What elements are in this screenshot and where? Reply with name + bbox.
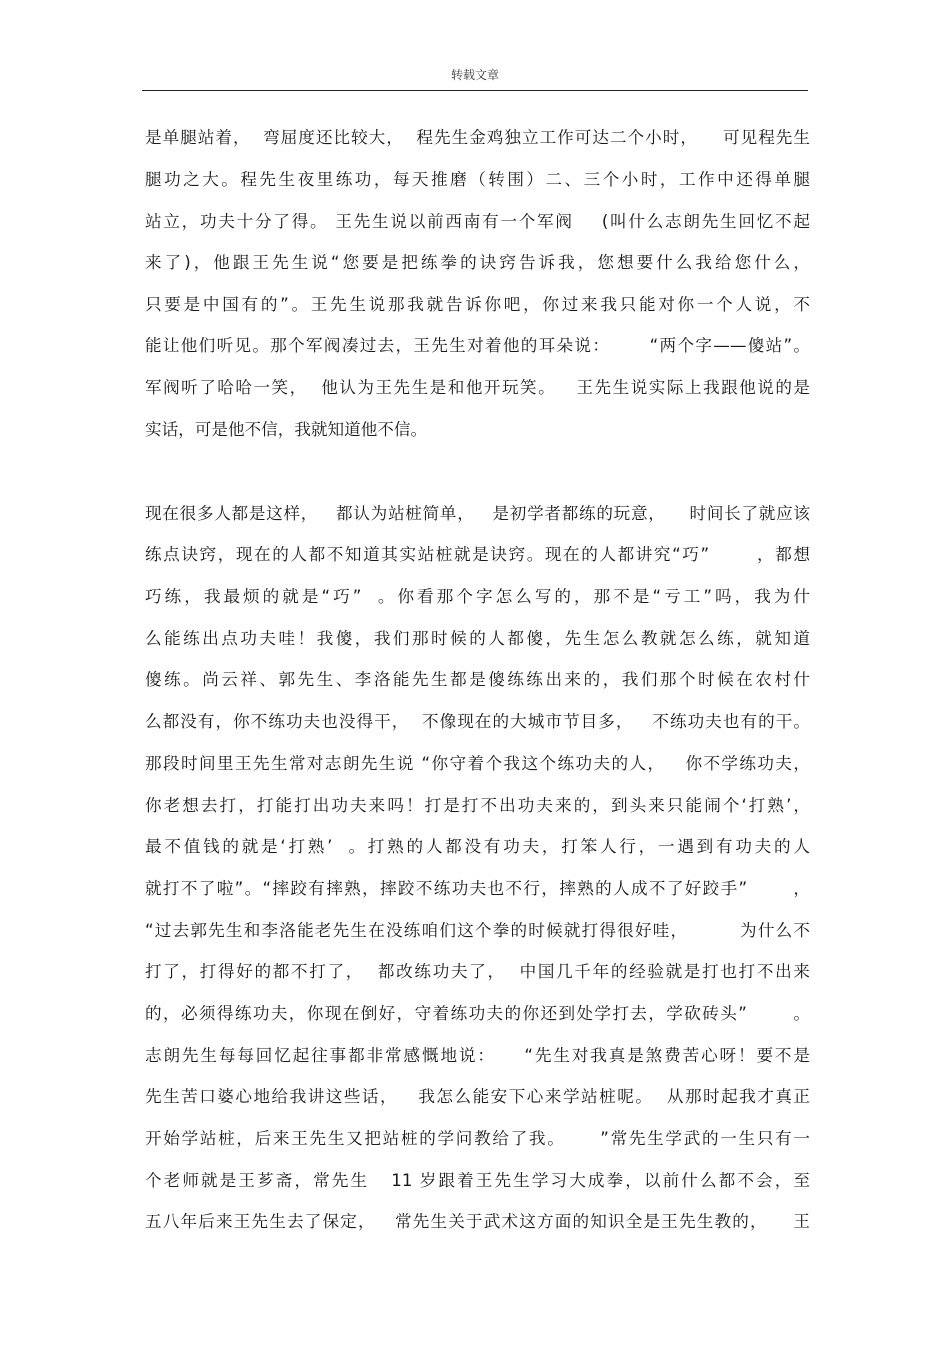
text-line: 的，必须得练功夫，你现在倒好，守着练功夫的你还到处学打去，学砍砖头” 。: [145, 1004, 810, 1023]
header-rule: [142, 90, 808, 91]
text-line: 个老师就是王芗斋，常先生 11 岁跟着王先生学习大成拳，以前什么都不会，至: [145, 1171, 810, 1190]
text-line: 实话，可是他不信，我就知道他不信。: [145, 420, 428, 439]
text-line: 巧练，我最烦的就是“巧” 。你看那个字怎么写的，那不是“亏工”吗，我为什: [145, 587, 810, 606]
text-line: 来了)，他跟王先生说“您要是把练拳的诀窍告诉我，您想要什么我给您什么，: [145, 253, 810, 272]
text-line: 军阀听了哈哈一笑， 他认为王先生是和他开玩笑。 王先生说实际上我跟他说的是: [145, 378, 810, 397]
text-line: 么能练出点功夫哇！我傻，我们那时候的人都傻，先生怎么教就怎么练，就知道: [145, 629, 810, 648]
text-line: 么都没有，你不练功夫也没得干， 不像现在的大城市节目多， 不练功夫也有的干。: [145, 712, 810, 731]
text-line: 就打不了啦”。“摔跤有摔熟，摔跤不练功夫也不行，摔熟的人成不了好跤手” ，: [145, 879, 810, 898]
text-line: 最不值钱的就是‘打熟’ 。打熟的人都没有功夫，打笨人行，一遇到有功夫的人: [145, 837, 810, 856]
text-line: 腿功之大。程先生夜里练功，每天推磨（转围）二、三个小时，工作中还得单腿: [145, 170, 810, 189]
text-line: 志朗先生每每回忆起往事都非常感慨地说： “先生对我真是煞费苦心呀！要不是: [145, 1046, 810, 1065]
text-line: 能让他们听见。那个军阀凑过去，王先生对着他的耳朵说： “两个字——傻站”。: [145, 336, 810, 355]
text-line: 是单腿站着， 弯屈度还比较大， 程先生金鸡独立工作可达二个小时， 可见程先生: [145, 128, 810, 147]
text-line: 练点诀窍，现在的人都不知道其实站桩就是诀窍。现在的人都讲究“巧” ，都想: [145, 545, 810, 564]
text-line: 傻练。尚云祥、郭先生、李洛能先生都是傻练练出来的，我们那个时候在农村什: [145, 670, 810, 689]
text-line: “过去郭先生和李洛能老先生在没练咱们这个拳的时候就打得很好哇， 为什么不: [145, 921, 810, 940]
text-line: 站立，功夫十分了得。 王先生说以前西南有一个军阀 (叫什么志朗先生回忆不起: [145, 212, 810, 231]
page-header: 转载文章: [450, 68, 499, 82]
text-line: 只要是中国有的”。王先生说那我就告诉你吧，你过来我只能对你一个人说，不: [145, 295, 810, 314]
text-line: 五八年后来王先生去了保定， 常先生关于武术这方面的知识全是王先生教的， 王: [145, 1212, 810, 1231]
text-line: 打了，打得好的都不打了， 都改练功夫了， 中国几千年的经验就是打也打不出来: [145, 962, 810, 981]
text-line: 你老想去打，打能打出功夫来吗！打是打不出功夫来的，到头来只能闹个‘打熟’，: [145, 796, 810, 815]
text-line: 先生苦口婆心地给我讲这些话， 我怎么能安下心来学站桩呢。 从那时起我才真正: [145, 1087, 810, 1106]
text-line: 现在很多人都是这样， 都认为站桩简单， 是初学者都练的玩意， 时间长了就应该: [145, 504, 810, 523]
text-line: 开始学站桩，后来王先生又把站桩的学问教给了我。 ”常先生学武的一生只有一: [145, 1129, 810, 1148]
text-line: 那段时间里王先生常对志朗先生说 “你守着个我这个练功夫的人， 你不学练功夫，: [145, 754, 810, 773]
